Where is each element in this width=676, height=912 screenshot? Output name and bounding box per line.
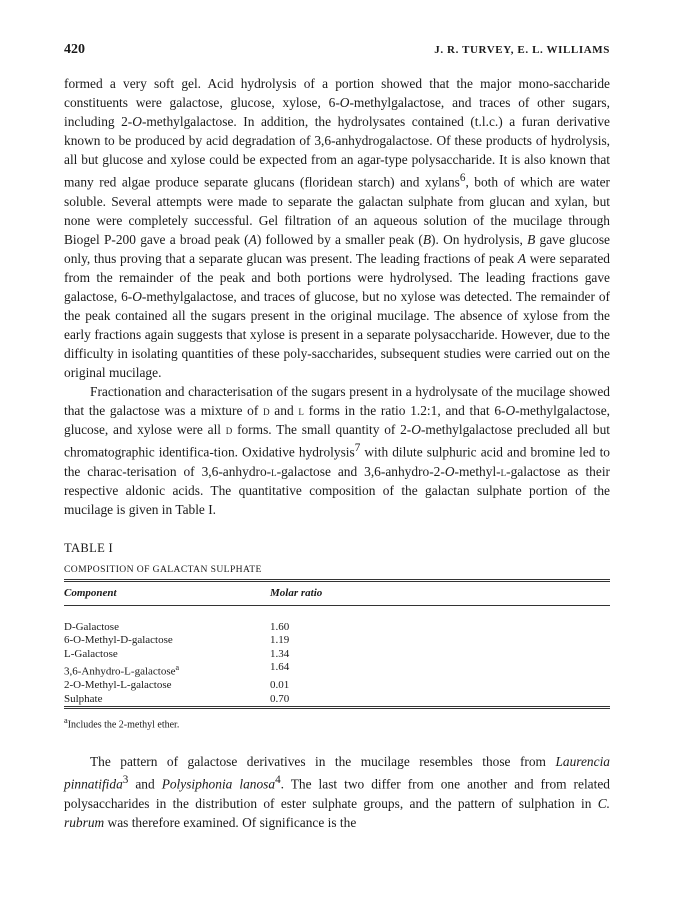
cell-component: 3,6-Anhydro-L-galactose xyxy=(64,665,176,678)
italic-run: B xyxy=(527,231,536,247)
reference-superscript: 3 xyxy=(122,774,129,787)
cell-molar-ratio: 1.64 xyxy=(270,661,290,674)
text-run: ) followed by a smaller peak ( xyxy=(256,231,423,247)
italic-run: O xyxy=(339,95,350,111)
text-run: forms. The small quantity of 2- xyxy=(232,422,412,438)
species-name: C. rubrum xyxy=(64,796,610,831)
cell-component-wrap xyxy=(64,693,270,706)
reference-superscript: 6 xyxy=(459,172,466,185)
cell-molar-ratio: 1.60 xyxy=(270,621,290,633)
table-caption: COMPOSITION OF GALACTAN SULPHATE xyxy=(64,564,262,575)
text-run: The pattern of galactose derivatives in the mucilage resembles those from xyxy=(90,754,556,769)
paragraph-1 xyxy=(64,74,610,382)
table-row xyxy=(64,679,610,692)
text-run: were separated from the remainder of the peak and both portions were hydrolysed. The leading fractions gave galactose, 6- xyxy=(64,250,610,304)
footnote-mark: a xyxy=(175,663,180,673)
text-run: gave glucose only, thus proving that a separate glucan was present. The leading fractions of peak xyxy=(64,231,610,266)
text-run: formed a very soft gel. Acid hydrolysis of a portion showed that the major mono-saccharide constituents were galactose, glucose, xylose, 6- xyxy=(64,76,610,111)
table-row xyxy=(64,693,610,706)
column-header-molar-ratio: Molar ratio xyxy=(270,587,323,599)
table-row xyxy=(64,634,610,647)
cell-component-wrap xyxy=(64,621,270,634)
text-run: -methylgalactose. In addition, the hydrolysates contained (t.l.c.) a furan derivative known to be produced by acid degradation of 3,6-anhydrogalactose. Of these products of hydrolysis, all but glucose and xylose could be expected from an agar-type polysaccharide. It is also known that many red algae produce separate glucans (floridean starch) and xylans xyxy=(64,114,610,190)
table-row xyxy=(64,621,610,634)
text-run: and xyxy=(128,776,162,792)
table-header-rule xyxy=(64,605,610,606)
text-run: -methyl- xyxy=(454,463,501,479)
footnote-text: Includes the 2-methyl ether. xyxy=(67,719,180,731)
text-run: forms in the ratio 1.2:1, and that 6- xyxy=(303,403,506,419)
running-head: J. R. TURVEY, E. L. WILLIAMS xyxy=(434,44,610,56)
text-run: -methylgalactose, and traces of other sugars, including 2- xyxy=(64,95,610,130)
cell-molar-ratio: 1.34 xyxy=(270,647,290,660)
cell-component: D-Galactose xyxy=(64,621,119,633)
cell-component: L-Galactose xyxy=(64,647,118,660)
cell-component-wrap xyxy=(64,679,270,692)
table-top-rule xyxy=(64,579,610,582)
table-body xyxy=(64,621,610,706)
species-name: Polysiphonia lanosa xyxy=(161,776,276,792)
text-run: and xyxy=(269,403,299,419)
table-row xyxy=(64,661,610,679)
table-footnote xyxy=(64,716,179,730)
italic-run: A xyxy=(248,231,257,247)
cell-component: Sulphate xyxy=(64,692,103,705)
footnote-mark: a xyxy=(64,716,68,725)
text-run: -galactose and 3,6-anhydro-2- xyxy=(276,463,445,479)
table-label: TABLE I xyxy=(64,541,114,555)
body-text-upper xyxy=(64,74,610,519)
body-text-lower xyxy=(64,752,610,833)
text-run: -methylgalactose precluded all but chromatographic identifica-tion. Oxidative hydrolysis xyxy=(64,422,611,460)
small-caps-run: l xyxy=(271,463,277,479)
small-caps-run: d xyxy=(225,422,233,438)
reference-superscript: 4 xyxy=(275,774,281,787)
small-caps-run: d xyxy=(263,403,270,419)
species-name: Laurencia pinnatifida xyxy=(64,754,610,792)
text-run: was therefore examined. Of significance is the xyxy=(104,815,357,831)
cell-component-wrap xyxy=(64,661,270,679)
reference-superscript: 7 xyxy=(354,442,361,455)
italic-run: O xyxy=(444,463,455,479)
cell-molar-ratio: 0.01 xyxy=(270,679,290,692)
italic-run: B xyxy=(422,231,432,247)
cell-component: 6-O-Methyl-D-galactose xyxy=(64,634,173,647)
text-run: -galactose as their respective aldonic acids. The quantitative composition of the galactan sulphate portion of the mucilage is given in Table I. xyxy=(64,463,610,517)
text-run: , both of which are water soluble. Several attempts were made to separate the galactan sulphate from glucan and xylan, but none were completely successful. Gel filtration of an aqueous solution of the mucilage through Biogel P-200 gave a broad peak ( xyxy=(64,174,610,247)
italic-run: O xyxy=(132,114,142,130)
cell-molar-ratio: 0.70 xyxy=(270,692,290,705)
cell-component-wrap xyxy=(64,634,270,647)
page-number: 420 xyxy=(64,42,85,57)
text-run: ). On hydrolysis, xyxy=(431,231,528,247)
text-run: -methylgalactose, and traces of glucose, but no xylose was detected. The remainder of the peak contained all the sugars present in the original mucilage. The absence of xylose from the early fractions again suggests that xylose is present in a separate polysaccharide. However, due to the difficulty in isolating quantities of these poly-saccharides, subsequent studies were carried out on the original mucilage. xyxy=(64,288,610,381)
text-run: -methylgalactose, glucose, and xylose were all xyxy=(64,403,611,438)
italic-run: O xyxy=(411,422,421,438)
cell-component-wrap xyxy=(64,648,270,661)
small-caps-run: l xyxy=(500,463,507,479)
paragraph-2 xyxy=(64,382,610,519)
text-run: Fractionation and characterisation of the sugars present in a hydrolysate of the mucilage showed that the galactose was a mixture of xyxy=(64,384,610,419)
paragraph-3 xyxy=(64,752,610,833)
cell-molar-ratio: 1.19 xyxy=(270,634,290,647)
small-caps-run: l xyxy=(298,403,304,419)
cell-component: 2-O-Methyl-L-galactose xyxy=(64,679,172,692)
table-row xyxy=(64,648,610,661)
text-run: . The last two differ from one another and from related polysaccharides in the distribution of ester sulphate groups, and the pattern of sulphation in xyxy=(64,776,610,812)
italic-run: O xyxy=(505,403,516,419)
italic-run: A xyxy=(517,250,526,266)
column-header-component: Component xyxy=(64,587,117,599)
text-run: with dilute sulphuric acid and bromine led to the charac-terisation of 3,6-anhydro- xyxy=(64,444,610,479)
table-bottom-rule xyxy=(64,706,610,709)
page-header xyxy=(64,42,610,62)
italic-run: O xyxy=(132,288,142,304)
